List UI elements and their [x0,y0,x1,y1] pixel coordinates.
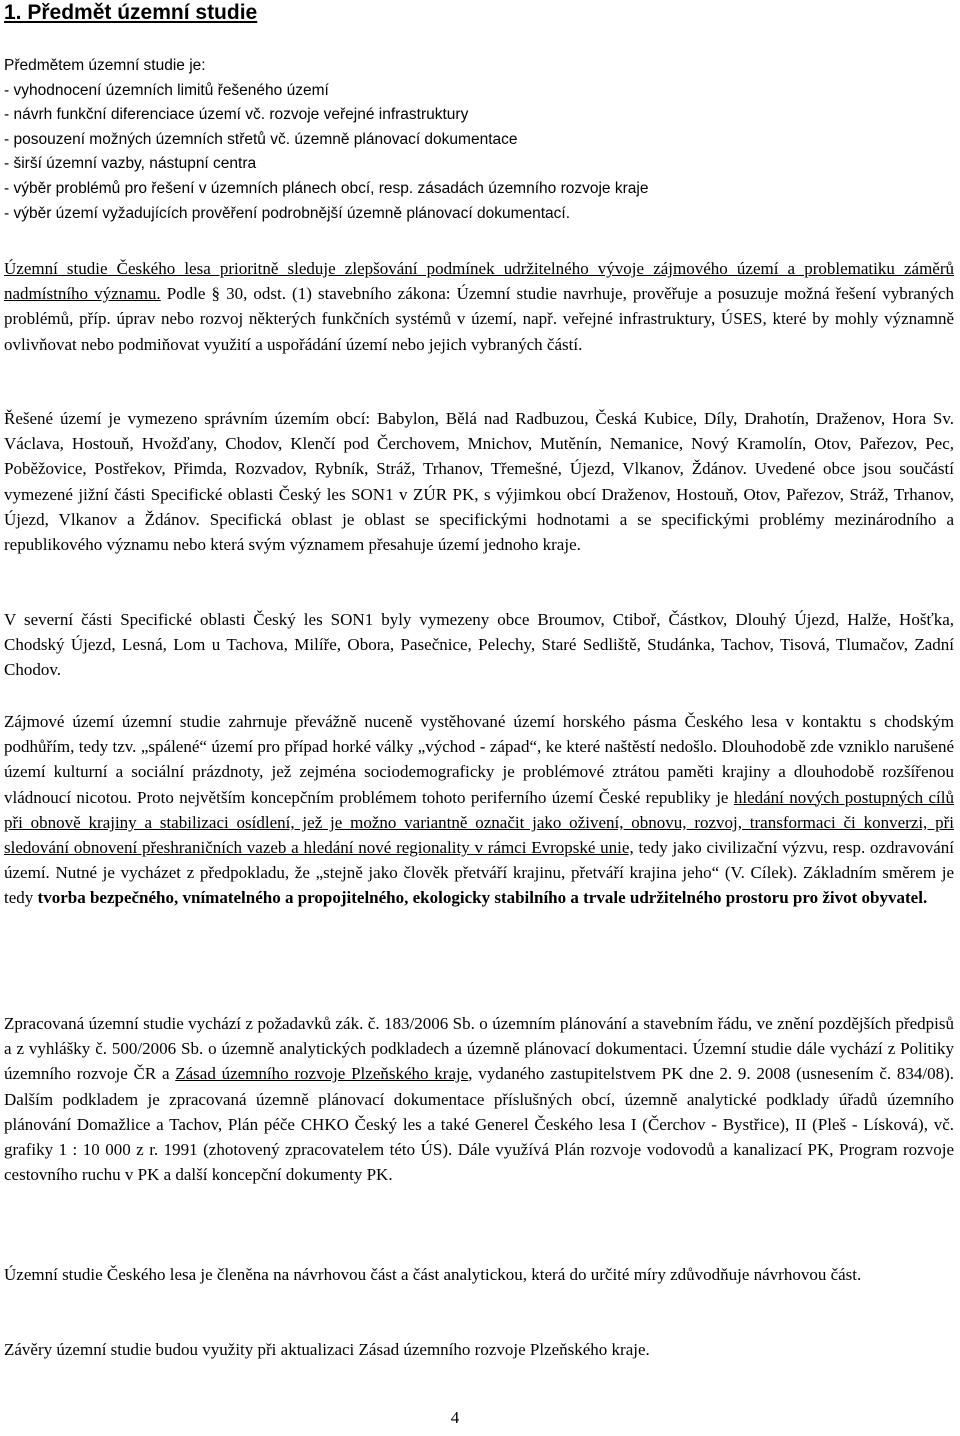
underlined-text: hledání nových postupných cílů při obnově krajiny a stabilizaci osídlení, jež je možno variantně označit jako oživení, obnovu, rozvoj, transformaci či konverzi, při sledování obnovení přeshraničních vazeb a hledání nové regionality v rámci Evropské unie, [4,787,954,858]
intro-lead: Předmětem územní studie je: [4,57,206,74]
underlined-text: Zásad územního rozvoje Plzeňského kraje [175,1064,469,1084]
intro-item: - návrh funkční diferenciace území vč. rozvoje veřejné infrastruktury [4,106,469,124]
paragraph-text: Zpracovaná územní studie vychází z požadavků zák. č. 183/2006 Sb. o územním plánování a stavebním řádu, ve znění pozdějších předpisů a z vyhlášky č. 500/2006 Sb. o územně analytických podkladech a územně plánovací dokumentaci. Územní studie dále vychází z Politiky územního rozvoje ČR a [4,1014,954,1084]
bold-text: tvorba bezpečného, vnímatelného a propojitelného, ekologicky stabilního a trvale udržitelného prostoru pro život obyvatel. [37,888,928,908]
paragraph-interest-area [4,709,954,911]
underlined-text: Územní studie Českého lesa prioritně sleduje zlepšování podmínek udržitelného vývoje zájmového území a problematiku záměrů nadmístního významu. [4,259,954,304]
intro-item: - vyhodnocení územních limitů řešeného území [4,81,329,99]
intro-item: - výběr území vyžadujících prověření podrobnější územně plánovací dokumentací. [4,204,571,222]
paragraph-structure: Územní studie Českého lesa je členěna na návrhovou část a část analytickou, která do určité míry zdůvodňuje návrhovou část. [4,1265,862,1284]
intro-list [4,54,648,226]
intro-item: - širší územní vazby, nástupní centra [4,155,257,173]
paragraph-text: Zájmové území územní studie zahrnuje převážně nuceně vystěhované území horského pásma Českého lesa v kontaktu s chodským podhůřím, tedy tzv. „spálené“ území pro případ horké války „východ - západ“, ke které naštěstí nedošlo. Dlouhodobě zde vzniklo narušené území kulturní a sociální prázdnoty, jež zejména sociodemograficky je problémové ztrátou paměti krajiny a dlouhodobě rozšířenou vládnoucí nicotou. Proto největším koncepčním problémem tohoto periferního území České republiky je [4,712,954,807]
paragraph-study-focus [4,256,954,357]
section-heading: 1. Předmět územní studie [4,1,258,24]
paragraph-text: tedy jako civilizační výzvu, resp. ozdravování území. Nutné je vycházet z předpokladu, že „stejně jako člověk přetváří krajinu, přetváří krajina jeho“ (V. Cílek). Základním směrem je tedy [4,838,954,908]
paragraph-north-part: V severní části Specifické oblasti Český les SON1 byly vymezeny obce Broumov, Ctiboř, Částkov, Dlouhý Újezd, Halže, Hošťka, Chodský Újezd, Lesná, Lom u Tachova, Milíře, Obora, Pasečnice, Pelechy, Staré Sedliště, Studánka, Tachov, Tisová, Tlumačov, Zadní Chodov. [4,610,954,680]
page-number: 4 [450,1408,460,1427]
paragraph-sources [4,1011,954,1187]
paragraph-text: , vydaného zastupitelstvem PK dne 2. 9. 2008 (usnesením č. 834/08). Dalším podkladem je zpracovaná územně plánovací dokumentace příslušných obcí, územně analytické podklady úřadů územního plánování Domažlice a Tachov, Plán péče CHKO Český les a také Generel Českého lesa I (Čerchov - Bystřice), II (Pleš - Lísková), vč. grafiky 1 : 10 000 z r. 1991 (zhotovený zpracovatelem této ÚS). Dále využívá Plán rozvoje vodovodů a kanalizací PK, Program rozvoje cestovního ruchu v PK a další koncepční dokumenty PK. [4,1064,954,1185]
paragraph-text: Podle § 30, odst. (1) stavebního zákona: Územní studie navrhuje, prověřuje a posuzuje možná řešení vybraných problémů, příp. úprav nebo rozvoj některých funkčních systémů v území, např. veřejné infrastruktury, ÚSES, které by mohly významně ovlivňovat nebo podmiňovat využití a uspořádání území nebo jejich vybraných částí. [4,284,954,354]
intro-item: - výběr problémů pro řešení v územních plánech obcí, resp. zásadách územního rozvoje kraje [4,179,649,197]
paragraph-conclusions: Závěry územní studie budou využity při aktualizaci Zásad územního rozvoje Plzeňského kraje. [4,1340,650,1359]
intro-item: - posouzení možných územních střetů vč. územně plánovací dokumentace [4,130,518,148]
paragraph-solved-area: Řešené území je vymezeno správním územím obcí: Babylon, Bělá nad Radbuzou, Česká Kubice, Díly, Drahotín, Draženov, Hora Sv. Václava, Hostouň, Hvožďany, Chodov, Klenčí pod Čerchovem, Mnichov, Mutěnín, Nemanice, Nový Kramolín, Otov, Pařezov, Pec, Poběžovice, Postřekov, Přimda, Rozvadov, Rybník, Stráž, Trhanov, Třemešné, Újezd, Vlkanov, Ždánov. Uvedené obce jsou součástí vymezené jižní části Specifické oblasti Český les SON1 v ZÚR PK, s výjimkou obcí Draženov, Hostouň, Otov, Pařezov, Stráž, Trhanov, Újezd, Vlkanov a Ždánov. Specifická oblast je oblast se specifickými hodnotami a se specifickými problémy mezinárodního a republikového významu nebo která svým významem přesahuje území jednoho kraje. [4,409,954,555]
